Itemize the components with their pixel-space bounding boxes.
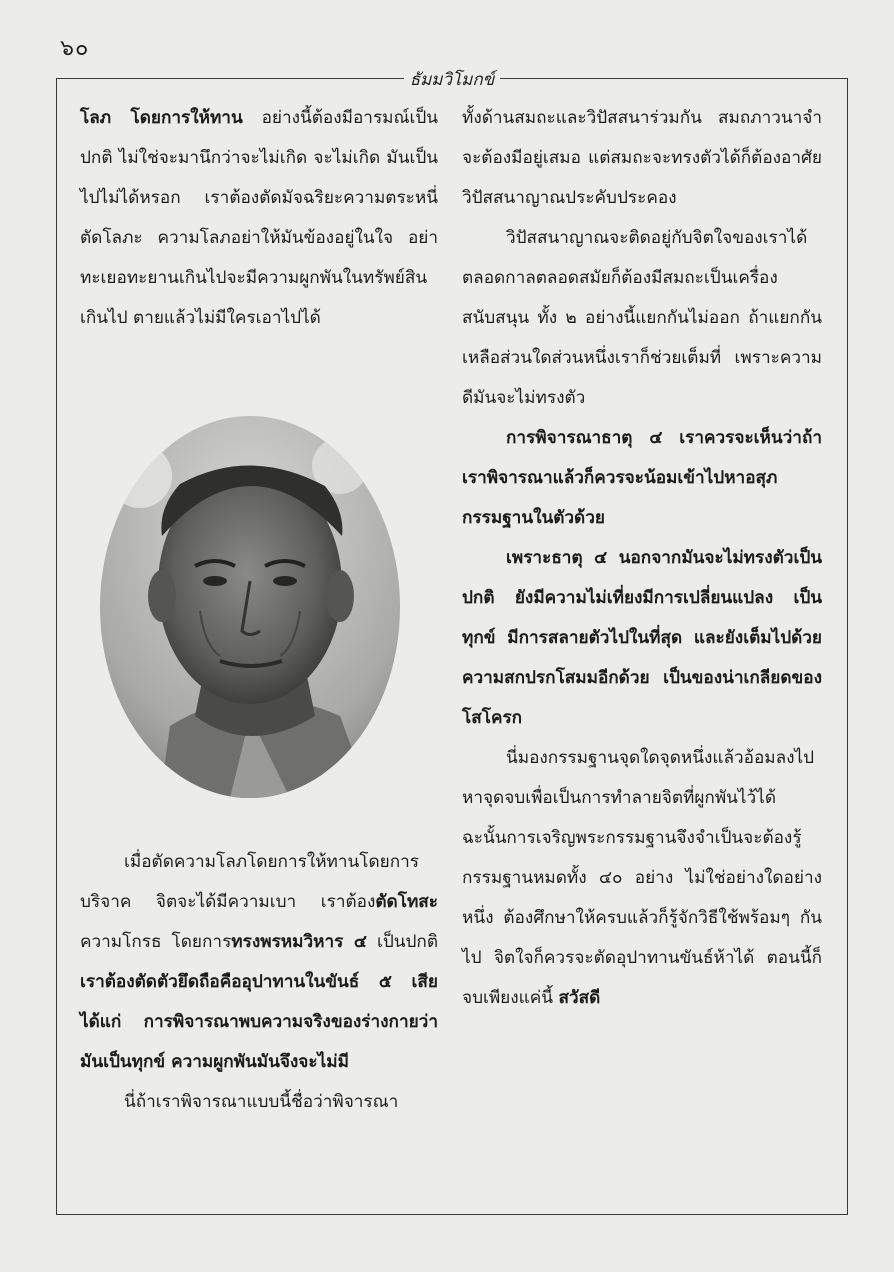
- paragraph-text: อย่างนี้ต้องมีอารมณ์เป็นปกติ ไม่ใช่จะมานึกว่าจะไม่เกิด จะไม่เกิด มันเป็นไปไม่ได้หรอก เราต้องตัดมัจฉริยะความตระหนี่ ตัดโลภะ ความโลภอย่าให้มันข้องอยู่ในใจ อย่าทะเยอทะยานเกินไปจะมีความผูกพันในทรัพย์สินเกินไป ตายแล้วไม่มีใครเอาไปได้: [80, 108, 438, 328]
- bold-phrase: เพราะธาตุ ๔ นอกจากมันจะไม่ทรงตัวเป็นปกติ ยังมีความไม่เที่ยงมีการเปลี่ยนแปลง เป็นทุกข์ มีการสลายตัวไปในที่สุด และยังเต็มไปด้วยความสกปรกโสมมอีกด้วย เป็นของน่าเกลียดของโสโครก: [462, 548, 822, 728]
- bold-phrase: ทรงพรหมวิหาร ๔: [231, 932, 367, 952]
- paragraph-vipassana: วิปัสสนาญาณจะติดอยู่กับจิตใจของเราได้ตลอดกาลตลอดสมัยก็ต้องมีสมถะเป็นเครื่องสนับสนุน ทั้ง ๒ อย่างนี้แยกกันไม่ออก ถ้าแยกกันเหลือส่วนใดส่วนหนึ่งเราก็ช่วยเต็มที่ เพราะความดีมันจะไม่ทรงตัว: [462, 228, 822, 408]
- paragraph-conclusion: [462, 738, 822, 1018]
- left-column-top: [80, 98, 438, 338]
- monk-portrait-photo: [100, 416, 400, 798]
- running-header: [57, 66, 847, 93]
- right-column: [462, 98, 822, 1018]
- bold-phrase: โลภ โดยการให้ทาน: [80, 108, 243, 128]
- page-number: ๖๐: [60, 36, 90, 61]
- paragraph-consider: นี่ถ้าเราพิจารณาแบบนี้ชื่อว่าพิจารณา: [124, 1092, 399, 1112]
- paragraph-samatha: ทั้งด้านสมถะและวิปัสสนาร่วมกัน สมถภาวนาจำจะต้องมีอยู่เสมอ แต่สมถะจะทรงตัวได้ก็ต้องอาศัยวิปัสสนาญาณประคับประคอง: [462, 108, 822, 208]
- paragraph-cut-anger: [80, 842, 438, 1082]
- paragraph-text: เมื่อตัดความโลภโดยการให้ทานโดยการบริจาค จิตจะได้มีความเบา เราต้อง: [80, 852, 420, 912]
- paragraph-four-elements: [462, 418, 822, 538]
- left-column-bottom: [80, 842, 438, 1122]
- bold-phrase: เราต้องตัดตัวยึดถือคืออุปาทานในขันธ์ ๕ เสีย ได้แก่ การพิจารณาพบความจริงของร่างกายว่ามันเป็นทุกข์ ความผูกพันมันจึงจะไม่มี: [80, 972, 438, 1072]
- closing-greeting: สวัสดี: [558, 988, 601, 1008]
- paragraph-text: ความโกรธ โดยการ: [80, 932, 232, 952]
- paragraph-impermanence: [462, 538, 822, 738]
- paragraph-generosity: [80, 98, 438, 338]
- running-header-title: ธัมมวิโมกข์: [404, 70, 501, 90]
- paragraph-text: เป็นปกติ: [366, 932, 438, 952]
- portrait-image: [100, 416, 400, 798]
- bold-phrase: ตัดโทสะ: [375, 892, 438, 912]
- bold-phrase: การพิจารณาธาตุ ๔ เราควรจะเห็นว่าถ้าเราพิจารณาแล้วก็ควรจะน้อมเข้าไปหาอสุภกรรมฐานในตัวด้วย: [462, 428, 822, 528]
- paragraph-text: นี่มองกรรมฐานจุดใดจุดหนึ่งแล้วอ้อมลงไปหาจุดจบเพื่อเป็นการทำลายจิตที่ผูกพันไว้ได้ ฉะนั้นการเจริญพระกรรมฐานจึงจำเป็นจะต้องรู้กรรมฐานหมดทั้ง ๔๐ อย่าง ไม่ใช่อย่างใดอย่างหนึ่ง ต้องศึกษาให้ครบแล้วก็รู้จักวิธีใช้พร้อมๆ กันไป จิตใจก็ควรจะตัดอุปาทานขันธ์ห้าได้ ตอนนี้ก็จบเพียงแค่นี้: [462, 748, 822, 1008]
